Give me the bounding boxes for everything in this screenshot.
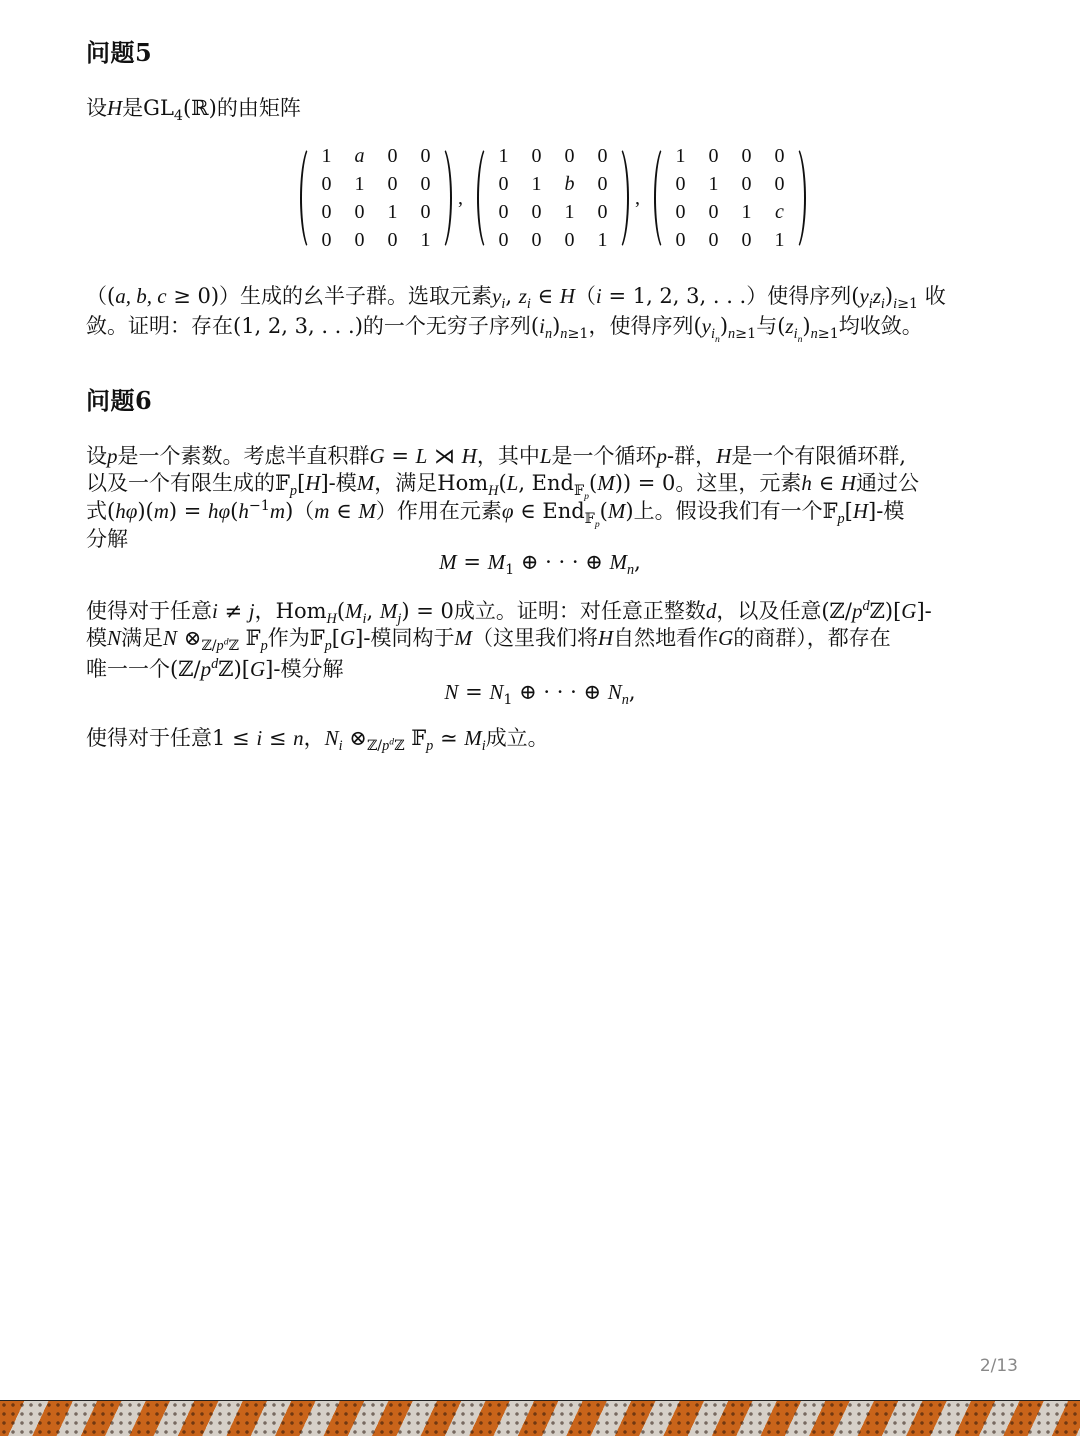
matrix-row xyxy=(664,170,796,198)
matrix-entry: 0 xyxy=(387,144,398,167)
matrix-entry: 0 xyxy=(420,172,431,195)
problem-6-line-2: 以及一个有限生成的𝔽$_p$[H]-模M，满足Hom$_H$(L, End$_{𝔽_p}$(M)) = 0。这里，元素h ∈ H通过公 xyxy=(86,471,919,503)
matrix-c xyxy=(654,142,806,254)
matrix-entry: 0 xyxy=(597,200,608,223)
matrix-entry: 1 xyxy=(354,172,365,195)
matrix-entry: 1 xyxy=(420,228,431,251)
problem-5-heading: 问题5 xyxy=(86,38,153,67)
matrix-entry: 1 xyxy=(531,172,542,195)
page-number: 2/13 xyxy=(979,1356,1018,1376)
matrix-entry: 1 xyxy=(708,172,719,195)
matrix-entry: 0 xyxy=(708,228,719,251)
matrix-entry: 0 xyxy=(708,200,719,223)
decomposition-N: $N = N_1$ ⊕ · · · ⊕ $N_n$, xyxy=(444,680,636,709)
matrix-entry: 0 xyxy=(564,228,575,251)
matrix-row xyxy=(487,198,619,226)
matrix-entry: 0 xyxy=(420,144,431,167)
matrix-row xyxy=(310,198,442,226)
matrix-entry: 0 xyxy=(498,200,509,223)
matrix-row xyxy=(664,198,796,226)
matrix-entry: 0 xyxy=(321,172,332,195)
matrix-row xyxy=(487,142,619,170)
matrix-entry: 0 xyxy=(354,228,365,251)
matrix-b xyxy=(477,142,629,254)
matrix-entry: 0 xyxy=(774,144,785,167)
matrix-row xyxy=(664,142,796,170)
matrix-row xyxy=(310,142,442,170)
problem-6-line-7: 模N满足N $\otimes_{ℤ/p^dℤ}$ 𝔽$_p$作为𝔽$_p$[G]-模同构于M（这里我们将H自然地看作G的商群），都存在 xyxy=(86,626,891,655)
matrix-entry: 0 xyxy=(387,172,398,195)
matrix-entry: 1 xyxy=(675,144,686,167)
matrix-entry: 0 xyxy=(675,172,686,195)
matrix-entry: 1 xyxy=(774,228,785,251)
matrix-row xyxy=(664,226,796,254)
matrix-entry: 0 xyxy=(675,200,686,223)
matrix-entry: b xyxy=(564,172,575,195)
matrix-entry: a xyxy=(354,144,365,167)
matrix-entry: 0 xyxy=(498,172,509,195)
problem-6-line-8: 唯一一个$(ℤ/p^dℤ)[G]-$模分解 xyxy=(86,656,344,681)
matrix-entry: 0 xyxy=(597,144,608,167)
matrix-entry: 0 xyxy=(498,228,509,251)
matrix-entry: 0 xyxy=(387,228,398,251)
matrix-entry: 0 xyxy=(420,200,431,223)
matrix-entry: 0 xyxy=(531,228,542,251)
matrix-entry: 1 xyxy=(321,144,332,167)
matrix-row xyxy=(310,226,442,254)
matrix-entry: 0 xyxy=(675,228,686,251)
matrix-row xyxy=(487,170,619,198)
problem-6-heading: 问题6 xyxy=(86,386,153,415)
matrix-entry: 0 xyxy=(774,172,785,195)
matrix-entry: 0 xyxy=(321,228,332,251)
matrix-entry: 0 xyxy=(354,200,365,223)
problem-6-line-10: 使得对于任意1 ≤ i ≤ n，$N_i$ $\otimes_{ℤ/p^dℤ}$ 𝔽$_p$ ≃ $M_i$成立。 xyxy=(86,726,549,755)
matrix-a xyxy=(300,142,452,254)
matrix-entry: 0 xyxy=(597,172,608,195)
decomposition-M: $M = M_1$ ⊕ · · · ⊕ $M_n$, xyxy=(439,550,641,579)
matrix-entry: 1 xyxy=(741,200,752,223)
matrix-entry: 0 xyxy=(741,172,752,195)
decorative-border-strip xyxy=(0,1400,1080,1436)
matrix-entry: c xyxy=(775,200,784,223)
matrix-row xyxy=(487,226,619,254)
matrix-entry: 0 xyxy=(531,200,542,223)
matrix-entry: 1 xyxy=(498,144,509,167)
matrix-entry: 1 xyxy=(387,200,398,223)
problem-5-intro: 设H是$GL_4(ℝ)$的由矩阵 xyxy=(86,96,301,125)
matrix-entry: 1 xyxy=(564,200,575,223)
matrix-entry: 0 xyxy=(741,228,752,251)
matrix-entry: 0 xyxy=(708,144,719,167)
matrix-entry: 0 xyxy=(531,144,542,167)
generator-matrices: 1 a 0 0 0 1 0 0 0 0 1 0 0 0 0 1 , 1 0 0 0 0 1 b 0 0 0 1 0 0 0 0 1 , 1 0 0 0 0 1 0 0 0 0 1 c 0 0 0 1 xyxy=(300,142,806,254)
problem-6-line-3: 式$(h\varphi)(m) = h\varphi(h^{-1}m)(m$ ∈ M）作用在元素φ ∈ End$_{𝔽_p}$(M)上。假设我们有一个𝔽$_p$[H]-模 xyxy=(86,498,905,531)
problem-6-line-4: 分解 xyxy=(86,527,128,551)
matrix-entry: 0 xyxy=(741,144,752,167)
problem-6-line-1: 设p是一个素数。考虑半直积群G = L ⋊ H，其中L是一个循环p-群，H是一个有限循环群, xyxy=(86,444,906,468)
matrix-entry: 0 xyxy=(321,200,332,223)
problem-5-line-2: 敛。证明：存在(1, 2, 3, . . .)的一个无穷子序列$(i_n)_{n\ge 1}$，使得序列$(y_{i_n})_{n\ge 1}$与$(z_{i_n})_{n\ge 1}$均收敛。 xyxy=(86,314,923,346)
problem-6-line-6: 使得对于任意i ≠ j，$Hom_H(M_i$, $M_j) = 0$成立。证明：对任意正整数d，以及任意$(ℤ/p^dℤ)[G]-$ xyxy=(86,598,932,628)
matrix-entry: 1 xyxy=(597,228,608,251)
matrix-entry: 0 xyxy=(564,144,575,167)
problem-5-line-1: （(a, b, c ≥ 0)）生成的幺半子群。选取元素$y_i$, $z_i$ ∈ H（i = 1, 2, 3, . . .）使得序列$(y_iz_i)_{i\ge 1}$ 收 xyxy=(86,284,946,313)
matrix-row xyxy=(310,170,442,198)
